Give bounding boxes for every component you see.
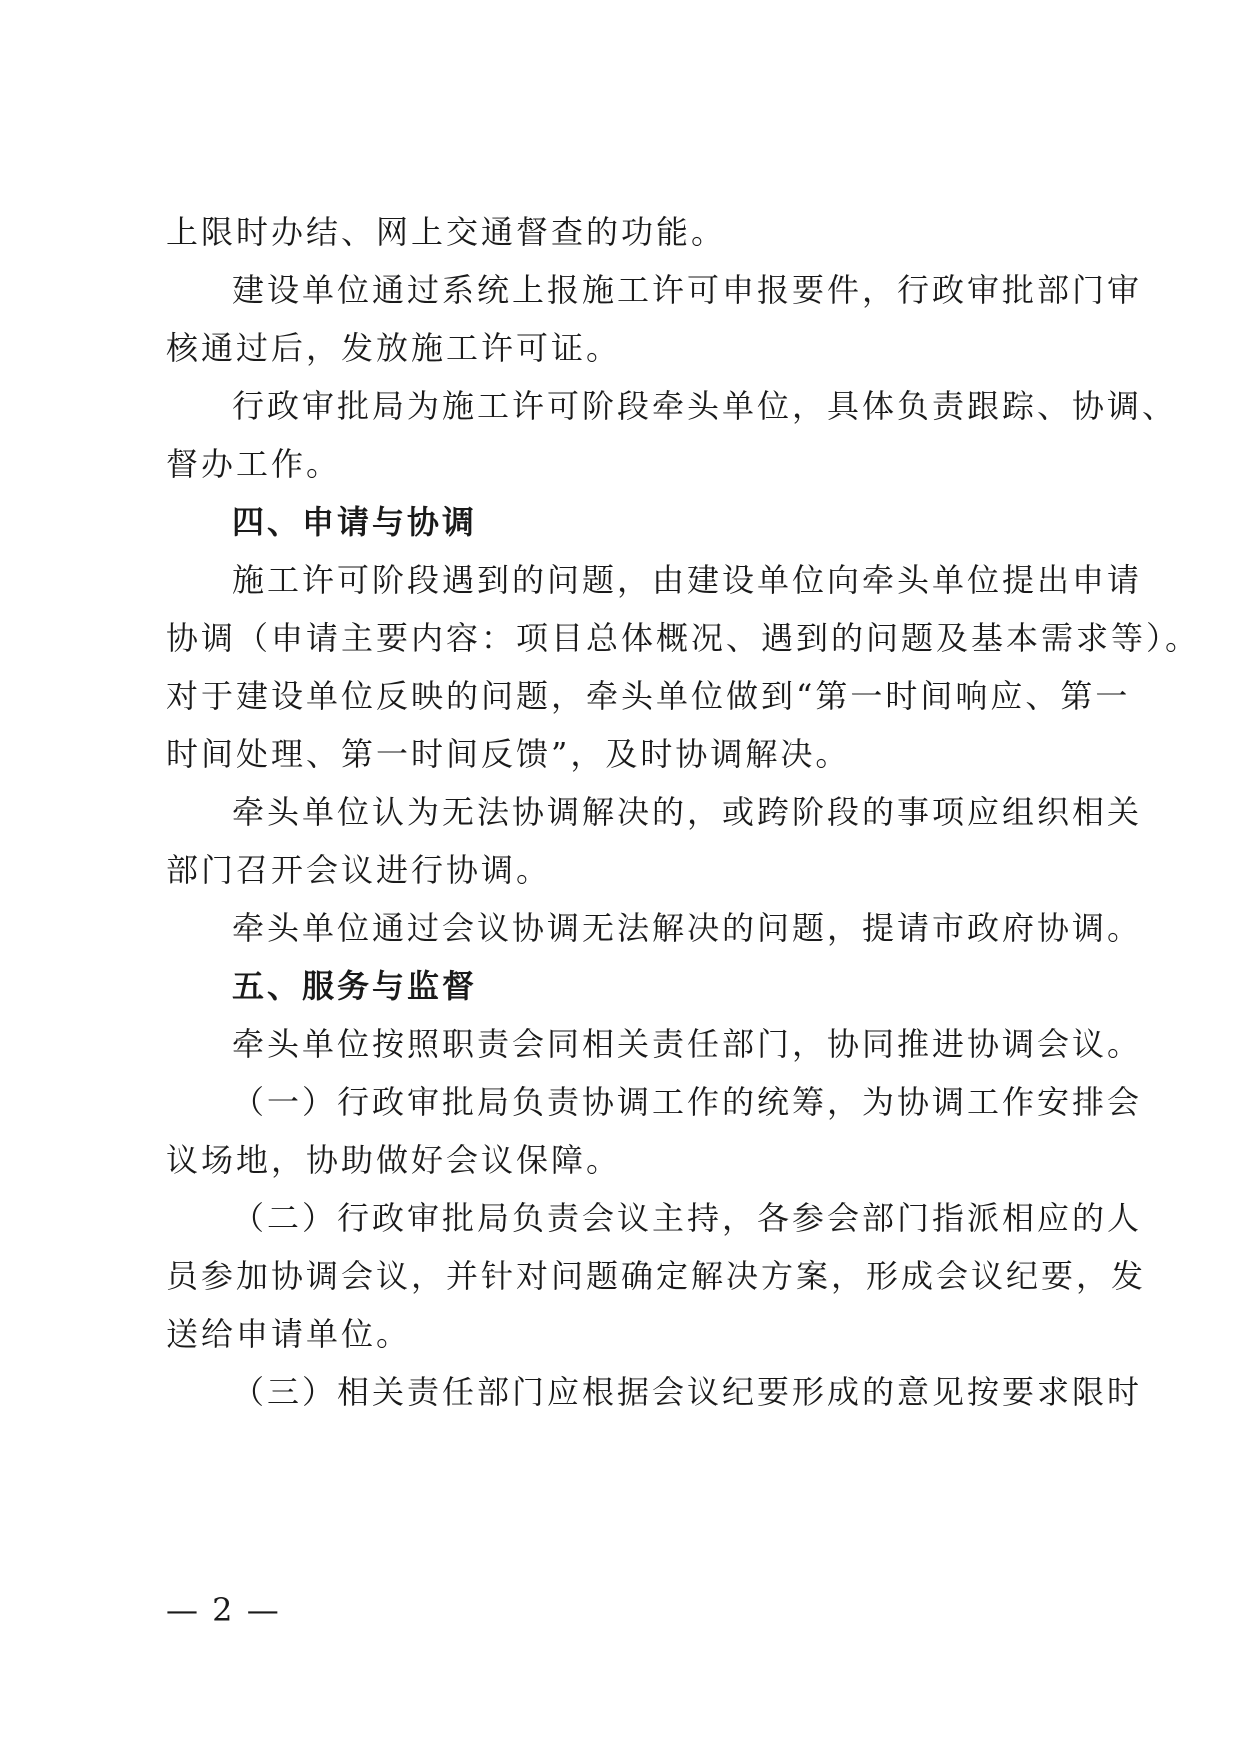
body-line-5: 督办工作。 [166,445,342,483]
body-line-20: 送给申请单位。 [166,1315,412,1353]
body-line-9: 对于建设单位反映的问题，牵头单位做到“第一时间响应、第一 [166,677,1131,715]
body-line-3: 核通过后，发放施工许可证。 [166,329,622,367]
body-line-19: 员参加协调会议，并针对问题确定解决方案，形成会议纪要，发 [166,1257,1147,1295]
body-line-4: 行政审批局为施工许可阶段牵头单位，具体负责跟踪、协调、 [232,387,1178,425]
body-line-12: 部门召开会议进行协调。 [166,851,552,889]
body-line-7: 施工许可阶段遇到的问题，由建设单位向牵头单位提出申请 [232,561,1143,599]
body-line-13: 牵头单位通过会议协调无法解决的问题，提请市政府协调。 [232,909,1143,947]
body-line-18: （二）行政审批局负责会议主持，各参会部门指派相应的人 [232,1199,1143,1237]
page-number: — 2 — [166,1591,281,1629]
body-line-15: 牵头单位按照职责会同相关责任部门，协同推进协调会议。 [232,1025,1143,1063]
body-line-1: 上限时办结、网上交通督查的功能。 [166,213,727,251]
body-line-17: 议场地，协助做好会议保障。 [166,1141,622,1179]
section-heading-5: 五、服务与监督 [232,967,478,1005]
body-line-2: 建设单位通过系统上报施工许可申报要件，行政审批部门审 [232,271,1143,309]
section-heading-4: 四、申请与协调 [232,503,478,541]
body-line-8: 协调（申请主要内容：项目总体概况、遇到的问题及基本需求等）。 [166,619,1201,657]
body-line-21: （三）相关责任部门应根据会议纪要形成的意见按要求限时 [232,1373,1143,1411]
body-line-10: 时间处理、第一时间反馈”，及时协调解决。 [166,735,851,773]
body-line-16: （一）行政审批局负责协调工作的统筹，为协调工作安排会 [232,1083,1143,1121]
body-line-11: 牵头单位认为无法协调解决的，或跨阶段的事项应组织相关 [232,793,1143,831]
